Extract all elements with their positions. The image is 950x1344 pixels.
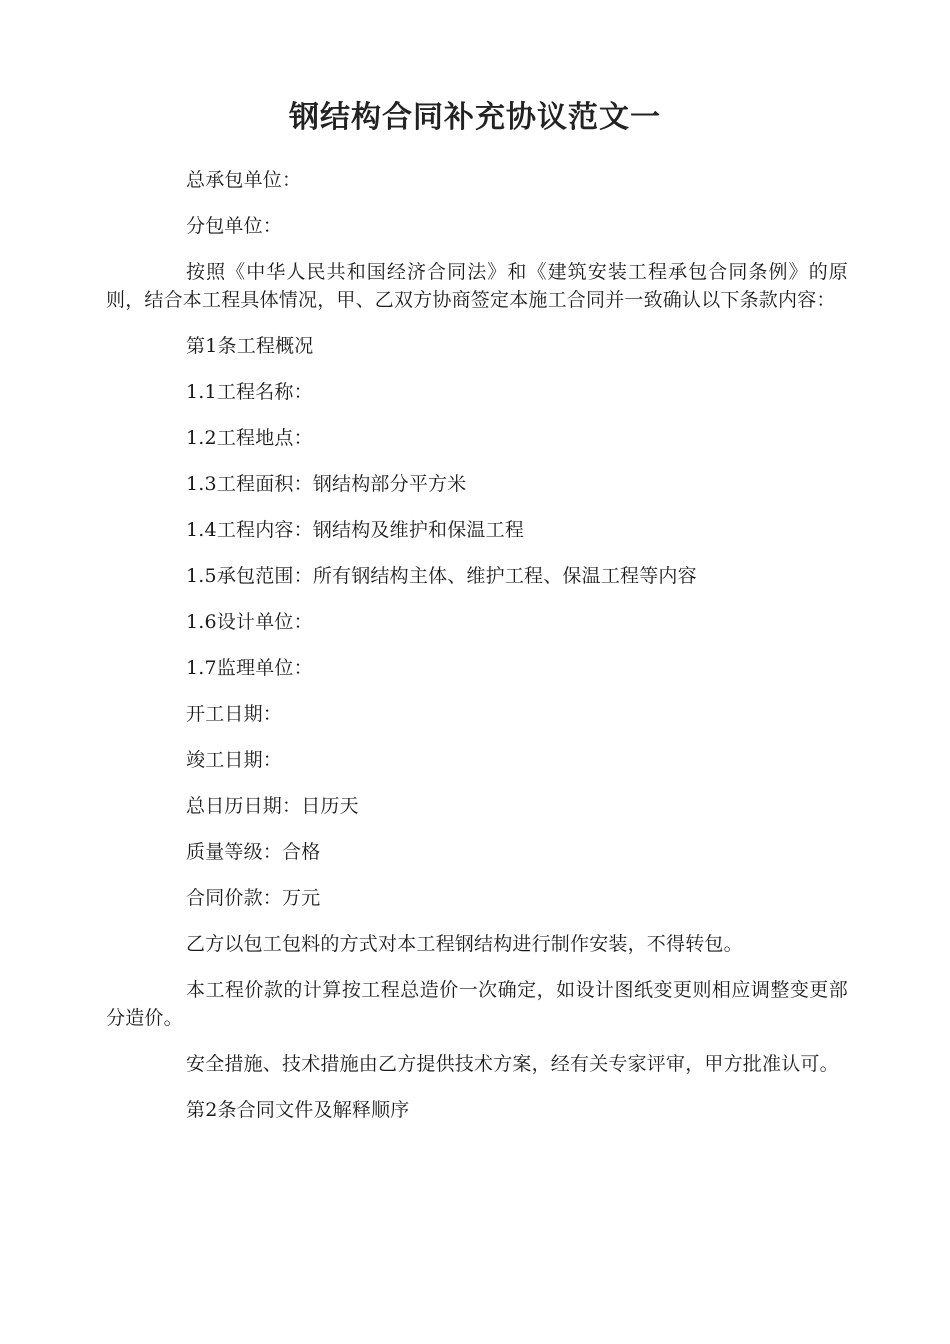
document-title: 钢结构合同补充协议范文一: [289, 100, 661, 135]
paragraph-safety-measures: 安全措施、技术措施由乙方提供技术方案，经有关专家评审，甲方批准认可。: [186, 1053, 839, 1075]
paragraph-contract-price: 合同价款：万元: [186, 887, 321, 909]
paragraph-contract-method: 乙方以包工包料的方式对本工程钢结构进行制作安装，不得转包。: [186, 933, 743, 955]
paragraph-article-1-heading: 第1条工程概况: [186, 335, 314, 357]
paragraph-project-name: 1.1工程名称：: [186, 381, 313, 403]
paragraph-total-calendar-days: 总日历日期：日历天: [186, 795, 359, 817]
paragraph-project-area: 1.3工程面积：钢结构部分平方米: [186, 473, 467, 495]
paragraph-contract-scope: 1.5承包范围：所有钢结构主体、维护工程、保温工程等内容: [186, 565, 697, 587]
document-body: [106, 166, 848, 1124]
paragraph-project-location: 1.2工程地点：: [186, 427, 313, 449]
paragraph-article-2-heading: 第2条合同文件及解释顺序: [186, 1099, 410, 1121]
paragraph-supervision-unit: 1.7监理单位：: [186, 657, 313, 679]
paragraph-completion-date: 竣工日期：: [186, 749, 283, 771]
paragraph-design-unit: 1.6设计单位：: [186, 611, 313, 633]
paragraph-quality-grade: 质量等级：合格: [186, 841, 321, 863]
paragraph-subcontractor: 分包单位：: [186, 215, 283, 237]
paragraph-preamble: 按照《中华人民共和国经济合同法》和《建筑安装工程承包合同条例》的原则，结合本工程具体情况，甲、乙双方协商签定本施工合同并一致确认以下条款内容：: [106, 261, 848, 311]
paragraph-general-contractor: 总承包单位：: [186, 169, 302, 191]
paragraph-price-calculation: 本工程价款的计算按工程总造价一次确定，如设计图纸变更则相应调整变更部分造价。: [106, 979, 848, 1029]
paragraph-project-content: 1.4工程内容：钢结构及维护和保温工程: [186, 519, 525, 541]
paragraph-start-date: 开工日期：: [186, 703, 283, 725]
